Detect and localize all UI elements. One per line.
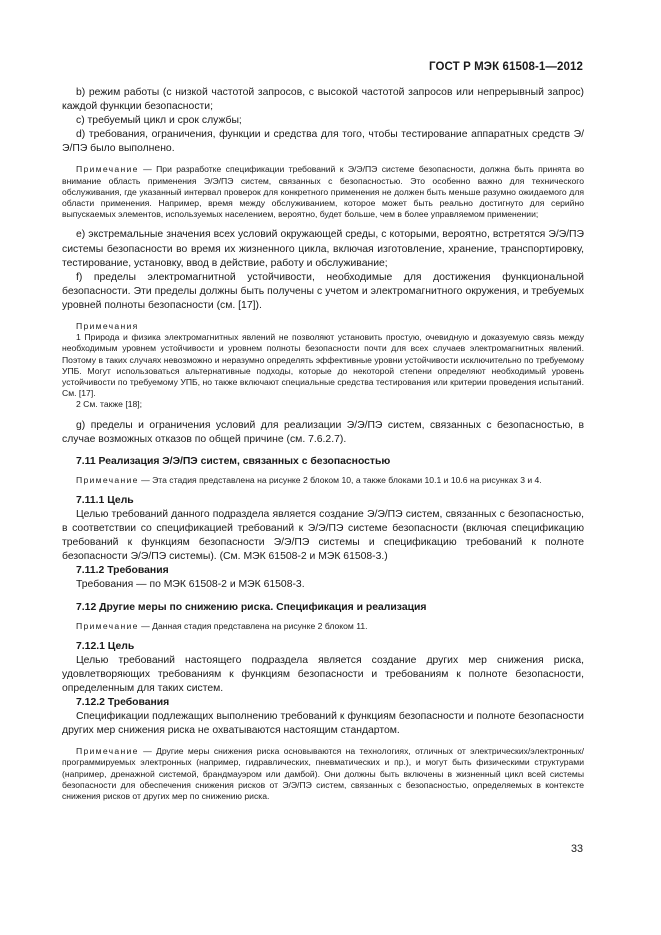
section-heading-7-11: 7.11 Реализация Э/Э/ПЭ систем, связанных с безопасностью: [76, 455, 391, 467]
paragraph-7-12-2: Спецификации подлежащих выполнению требований к функциям безопасности и полноте безопасности других мер снижения риска не охватываются настоящим стандартом.: [62, 711, 584, 737]
note-label: Примечание: [76, 620, 139, 631]
subsection-heading-7-11-1: 7.11.1 Цель: [76, 495, 134, 507]
list-item-f: f) пределы электромагнитной устойчивости, необходимые для достижения функциональной безопасности. Эти пределы должны быть получены с учетом и электромагнитного окружения, и требуемых уровней полноты безопасности (см. [17]).: [62, 271, 584, 311]
section-heading-7-12: 7.12 Другие меры по снижению риска. Спецификация и реализация: [76, 601, 427, 613]
note-text: — Данная стадия представлена на рисунке 2 блоком 11.: [138, 620, 368, 631]
note-label: Примечание: [76, 164, 139, 175]
note-paragraph: [62, 475, 584, 486]
note-paragraph: [62, 621, 584, 632]
list-item-c: c) требуемый цикл и срок службы;: [76, 115, 242, 127]
note-text: — При разработке спецификации требований к Э/Э/ПЭ системе безопасности, должна быть принята во внимание область применения Э/Э/ПЭ систем, связанных с безопасностью. Это особенно важно для технического обслуживания, где указанный интервал проверок для конкретного применения не должен быть меньше разумно ожидаемого для области применения. Например, время между обслуживанием, которое может быть реально достигнуто для серийно выпускаемых элементов, используемых населением, вероятно, будет больше, чем в более управляемом применении;: [62, 164, 584, 220]
note-item-1: 1 Природа и физика электромагнитных явлений не позволяют установить простую, очевидную и доказуемую связь между необходимым уровнем устойчивости и уровнем полноты безопасности почти для всех случаев электромагнитных явлений. Поэтому в таких случаях невозможно и неразумно определять эффективные уровни устойчивости исключительно по требуемому УПБ. Могут использоваться альтернативные подходы, которые до некоторой степени определяют необходимый уровень устойчивости по требуемому УПБ, но также включают специальные средства тестирования или критерии проведения испытаний. См. [17].: [62, 332, 584, 399]
notes-label: Примечания: [76, 321, 139, 332]
page-number: 33: [570, 843, 583, 855]
page-content: [62, 86, 584, 802]
note-item-2: 2 См. также [18];: [76, 399, 143, 410]
paragraph-7-12-1: Целью требований настоящего подраздела является создание других мер снижения риска, удовлетворяющих требованиям к функциям безопасности и требованиям к полноте безопасности, определенным для таких систем.: [62, 654, 584, 694]
list-item-d: d) требования, ограничения, функции и средства для того, чтобы тестирование аппаратных средств Э/Э/ПЭ было выполнено.: [62, 129, 584, 155]
note-label: Примечание: [76, 746, 139, 757]
note-paragraph: [62, 746, 584, 802]
list-item-e: e) экстремальные значения всех условий окружающей среды, с которыми, вероятно, встретятся Э/Э/ПЭ системы безопасности во время их жизненного цикла, включая изготовление, хранение, транспортировку, тестирование, установку, ввод в действие, работу и обслуживание;: [62, 229, 584, 269]
paragraph-7-11-2: Требования — по МЭК 61508-2 и МЭК 61508-3.: [76, 579, 305, 591]
subsection-heading-7-12-2: 7.12.2 Требования: [76, 697, 170, 709]
list-item-g: g) пределы и ограничения условий для реализации Э/Э/ПЭ систем, связанных с безопасностью, в случае возможных отказов по общей причине (см. 7.6.2.7).: [62, 419, 584, 445]
note-text: — Другие меры снижения риска основываются на технологиях, отличных от электрических/электронных/программируемых электронных (например, гидравлических, пневматических и пр.), и могут быть физическими структурами (например, дренажной системой, брандмауэром или дамбой). Они должны быть включены в жизненный цикл всей системы безопасности для обеспечения снижения рисков от Э/Э/ПЭ систем, связанных с безопасностью, определяемых в контексте снижения рисков от других мер по снижению риска.: [62, 746, 584, 802]
note-paragraph: [62, 164, 584, 220]
subsection-heading-7-11-2: 7.11.2 Требования: [76, 565, 169, 577]
note-label: Примечание: [76, 474, 139, 485]
subsection-heading-7-12-1: 7.12.1 Цель: [76, 640, 135, 652]
document-code-header: ГОСТ Р МЭК 61508-1—2012: [429, 61, 583, 73]
note-text: — Эта стадия представлена на рисунке 2 блоком 10, а также блоками 10.1 и 10.6 на рисунках 3 и 4.: [138, 474, 542, 485]
paragraph-7-11-1: Целью требований данного подраздела является создание Э/Э/ПЭ систем, связанных с безопасностью, в соответствии со спецификацией требований к Э/Э/ПЭ системе безопасности (включая спецификацию требований к функциям безопасности Э/Э/ПЭ системы и спецификацию требований к полноте безопасности Э/Э/ПЭ системы). (См. МЭК 61508-2 и МЭК 61508-3.): [62, 509, 584, 563]
list-item-b: b) режим работы (с низкой частотой запросов, с высокой частотой запросов или непрерывный запрос) каждой функции безопасности;: [62, 87, 584, 113]
